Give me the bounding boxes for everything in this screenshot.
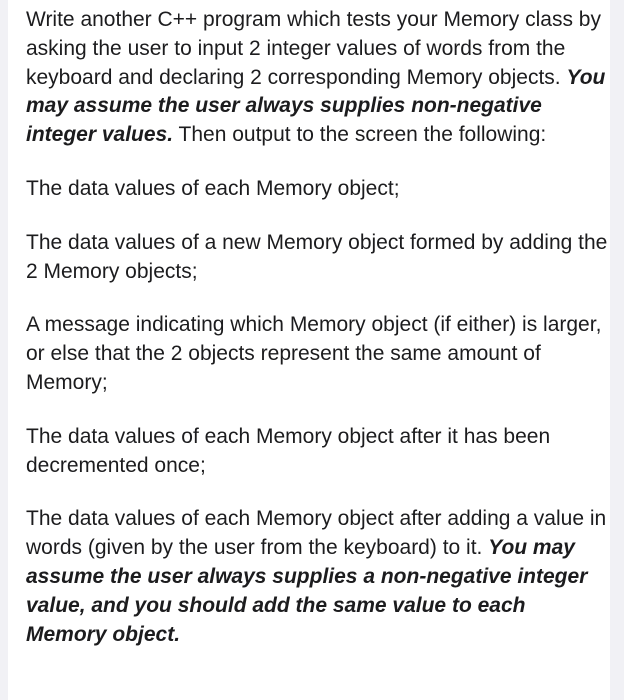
intro-tail: Then output to the screen the following: — [173, 123, 547, 147]
intro-text: Write another C++ program which tests your Memory class by asking the user to input 2 integer values of words from the keyboard and declaring 2 corresponding Memory objects. — [26, 8, 601, 89]
intro-paragraph — [26, 6, 610, 150]
output-item-5 — [26, 505, 610, 649]
last-emphasis: You may assume the user always supplies a non-negative integer value, and you should add the same value to each Memory object. — [26, 536, 588, 646]
document-card — [8, 0, 610, 700]
output-item-4: The data values of each Memory object after it has been decremented once; — [26, 424, 551, 477]
output-item-1: The data values of each Memory object; — [26, 176, 400, 200]
intro-emphasis: You may assume the user always supplies non-negative integer values. — [26, 65, 606, 147]
output-item-2: The data values of a new Memory object formed by adding the 2 Memory objects; — [26, 230, 608, 283]
last-text: The data values of each Memory object after adding a value in words (given by the user from the keyboard) to it. — [26, 507, 607, 560]
scrollbar[interactable] — [610, 470, 615, 620]
output-item-3: A message indicating which Memory object (if either) is larger, or else that the 2 objects represent the same amount of Memory; — [26, 313, 602, 394]
